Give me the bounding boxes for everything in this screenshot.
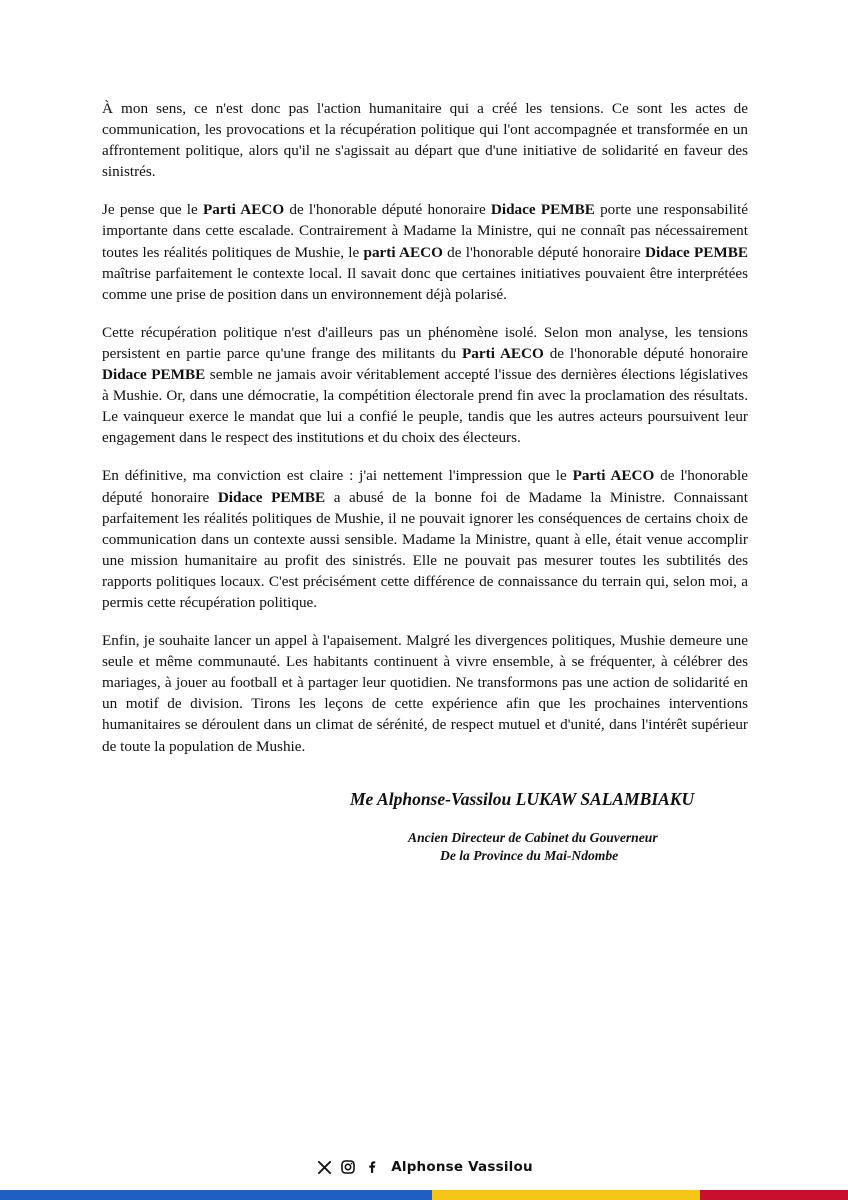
- text-run: Cette récupération politique n'est d'ailleurs pas un phénomène isolé. Selon mon analyse, les tensions persistent en partie parce qu'une frange des militants du: [102, 323, 748, 362]
- text-run: a abusé de la bonne foi de Madame la Ministre. Connaissant parfaitement les réalités politiques de Mushie, il ne pouvait ignorer les conséquences de certains choix de communication dans un contexte aussi sensible. Madame la Ministre, quant à elle, était venue accomplir une mission humanitaire au profit des sinistrés. Elle ne pouvait pas mesurer toutes les subtilités des rapports politiques locaux. C'est précisément cette différence de connaissance du terrain qui, selon moi, a permis cette récupération politique.: [102, 488, 748, 611]
- signature-name: Me Alphonse-Vassilou LUKAW SALAMBIAKU: [350, 789, 695, 809]
- facebook-icon[interactable]: [363, 1158, 381, 1176]
- x-icon[interactable]: [315, 1158, 333, 1176]
- text-run: En définitive, ma conviction est claire : j'ai nettement l'impression que le: [102, 467, 573, 485]
- bold-text: parti AECO: [363, 243, 443, 261]
- text-run: semble ne jamais avoir véritablement accepté l'issue des dernières élections législatives à Mushie. Or, dans une démocratie, la compétition électorale prend fin avec la proclamation des résultats. Le vainqueur exerce le mandat que lui a confié le peuple, tandis que les autres acteurs poursuivent leur engagement dans le respect des institutions et du choix des électeurs.: [102, 366, 748, 447]
- text-run: Enfin, je souhaite lancer un appel à l'apaisement. Malgré les divergences politiques, Mushie demeure une seule et même communauté. Les habitants continuent à vivre ensemble, à se fréquenter, à célébrer des mariages, à jouer au football et à partager leur quotidien. Ne transformons pas une action de solidarité en un motif de division. Tirons les leçons de cette expérience afin que les prochaines interventions humanitaires se déroulent dans un climat de sérénité, de respect mutuel et d'unité, dans l'intérêt supérieur de toute la population de Mushie.: [102, 632, 748, 755]
- signature-title-line1: Ancien Directeur de Cabinet du Gouverneur: [408, 830, 658, 845]
- text-run: Je pense que le: [102, 201, 203, 219]
- flag-bar-yellow: [432, 1190, 699, 1200]
- bold-text: Didace PEMBE: [217, 488, 326, 506]
- paragraph: [102, 630, 748, 757]
- bold-text: Parti AECO: [572, 467, 655, 485]
- flag-color-bar: [0, 1190, 848, 1200]
- text-run: de l'honorable député honoraire: [543, 344, 748, 362]
- text-run: porte une responsabilité importante dans cette escalade. Contrairement à Madame la Ministre, qui ne connaît pas nécessairement toutes les réalités politiques de Mushie, le: [102, 201, 748, 261]
- footer-social: [0, 1157, 848, 1177]
- signature-title-line2: De la Province du Mai-Ndombe: [440, 848, 619, 863]
- footer-name: Alphonse Vassilou: [391, 1159, 533, 1175]
- text-run: de l'honorable député honoraire: [284, 201, 491, 219]
- bold-text: Didace PEMBE: [102, 366, 206, 384]
- paragraph: [102, 322, 748, 449]
- instagram-icon[interactable]: [339, 1158, 357, 1176]
- bold-text: Didace PEMBE: [490, 201, 595, 219]
- paragraph: [102, 199, 748, 304]
- bold-text: Parti AECO: [462, 344, 544, 362]
- flag-bar-blue: [0, 1190, 432, 1200]
- text-run: de l'honorable député honoraire: [442, 243, 645, 261]
- bold-text: Parti AECO: [202, 201, 285, 219]
- flag-bar-red: [700, 1190, 848, 1200]
- text-run: de l'honorable député honoraire: [102, 467, 748, 506]
- text-run: maîtrise parfaitement le contexte local. Il savait donc que certaines initiatives pouvaient être interprétées comme une prise de position dans un environnement déjà polarisé.: [102, 264, 748, 303]
- text-run: À mon sens, ce n'est donc pas l'action humanitaire qui a créé les tensions. Ce sont les actes de communication, les provocations et la récupération politique qui l'ont accompagnée et transformée en un affrontement politique, alors qu'il ne s'agissait au départ que d'une initiative de solidarité en faveur des sinistrés.: [102, 100, 748, 181]
- paragraph: [102, 465, 748, 613]
- bold-text: Didace PEMBE: [645, 243, 748, 261]
- letter-body: [102, 98, 748, 774]
- paragraph: [102, 98, 748, 182]
